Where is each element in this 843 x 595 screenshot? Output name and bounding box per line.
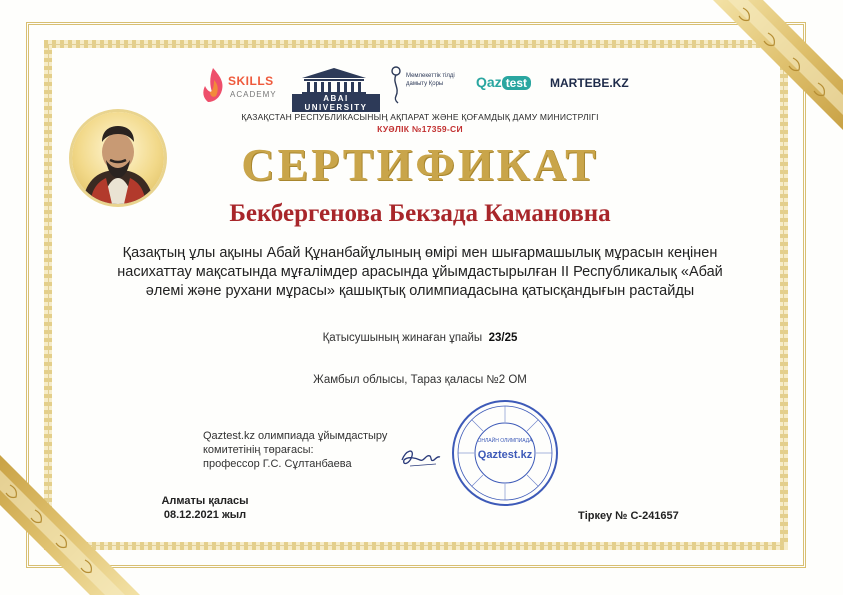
abai-logo-text: ABAI UNIVERSITY bbox=[292, 94, 380, 112]
recipient-name: Бекбергенова Бекзада Камановна bbox=[229, 200, 611, 227]
qaztest-logo-part2: test bbox=[502, 76, 531, 90]
city-name: Алматы қаласы bbox=[161, 495, 249, 507]
school-line: Жамбыл облысы, Тараз қаласы №2 ОМ bbox=[313, 374, 527, 386]
fund-logo-text: Мемлекеттік тілді дамыту Қоры bbox=[406, 73, 455, 87]
stamp-center-text: Qaztest.kz bbox=[477, 449, 533, 461]
university-building-icon bbox=[298, 68, 370, 94]
official-stamp bbox=[450, 398, 560, 508]
skills-flame-icon bbox=[200, 68, 226, 104]
signature bbox=[396, 442, 444, 472]
partner-logos bbox=[196, 62, 636, 110]
certificate-title: СЕРТИФИКАТ bbox=[241, 139, 599, 190]
issue-date: 08.12.2021 жыл bbox=[163, 509, 247, 521]
martebe-logo: MARTEBE.KZ bbox=[550, 76, 629, 90]
committee-line2: комитетінің төрағасы: bbox=[203, 444, 314, 456]
score-value: 23/25 bbox=[488, 332, 518, 344]
certificate-body-text: Қазақтың ұлы ақыны Абай Құнанбайұлының өмірі мен шығармашылық мұрасын кеңінен насихаттау мақсатында мұғалімдер арасында ұйымдастырылған ІІ Республикалық «Абай әлемі және рухани мұрасы» қашықтық олимпиадасына қатысқандығын растайды bbox=[117, 245, 723, 299]
committee-line3: профессор Г.С. Сұлтанбаева bbox=[203, 458, 352, 470]
score-label: Қатысушының жинаған ұпайы bbox=[322, 332, 483, 344]
fund-figure-icon bbox=[388, 66, 404, 104]
qaztest-logo-part1: Qaz bbox=[476, 74, 502, 90]
ministry-heading: ҚАЗАҚСТАН РЕСПУБЛИКАСЫНЫҢ АҚПАРАТ ЖӘНЕ ҚОҒАМДЫҚ ДАМУ МИНИСТРЛІГІ bbox=[241, 112, 599, 122]
city-date-block bbox=[150, 494, 260, 522]
skills-logo-line2: ACADEMY bbox=[230, 90, 277, 99]
skills-academy-logo bbox=[200, 64, 280, 108]
portrait-figure-icon bbox=[72, 112, 164, 204]
score-line bbox=[220, 332, 620, 344]
committee-line1: Qaztest.kz олимпиада ұйымдастыру bbox=[203, 430, 388, 442]
license-number: КУӘЛІК №17359-СИ bbox=[377, 124, 463, 134]
language-fund-logo bbox=[388, 64, 468, 108]
abai-university-logo bbox=[288, 66, 382, 112]
qaztest-logo bbox=[476, 74, 542, 96]
abai-portrait bbox=[72, 112, 164, 204]
stamp-top-text: ОНЛАЙН ОЛИМПИАДА bbox=[477, 438, 533, 444]
corner-ornament-bottom-left bbox=[0, 445, 150, 595]
skills-logo-line1: SKILLS bbox=[228, 74, 274, 88]
corner-ornament-top-right bbox=[673, 0, 843, 150]
registration-number: Тіркеу № С-241657 bbox=[578, 510, 679, 522]
